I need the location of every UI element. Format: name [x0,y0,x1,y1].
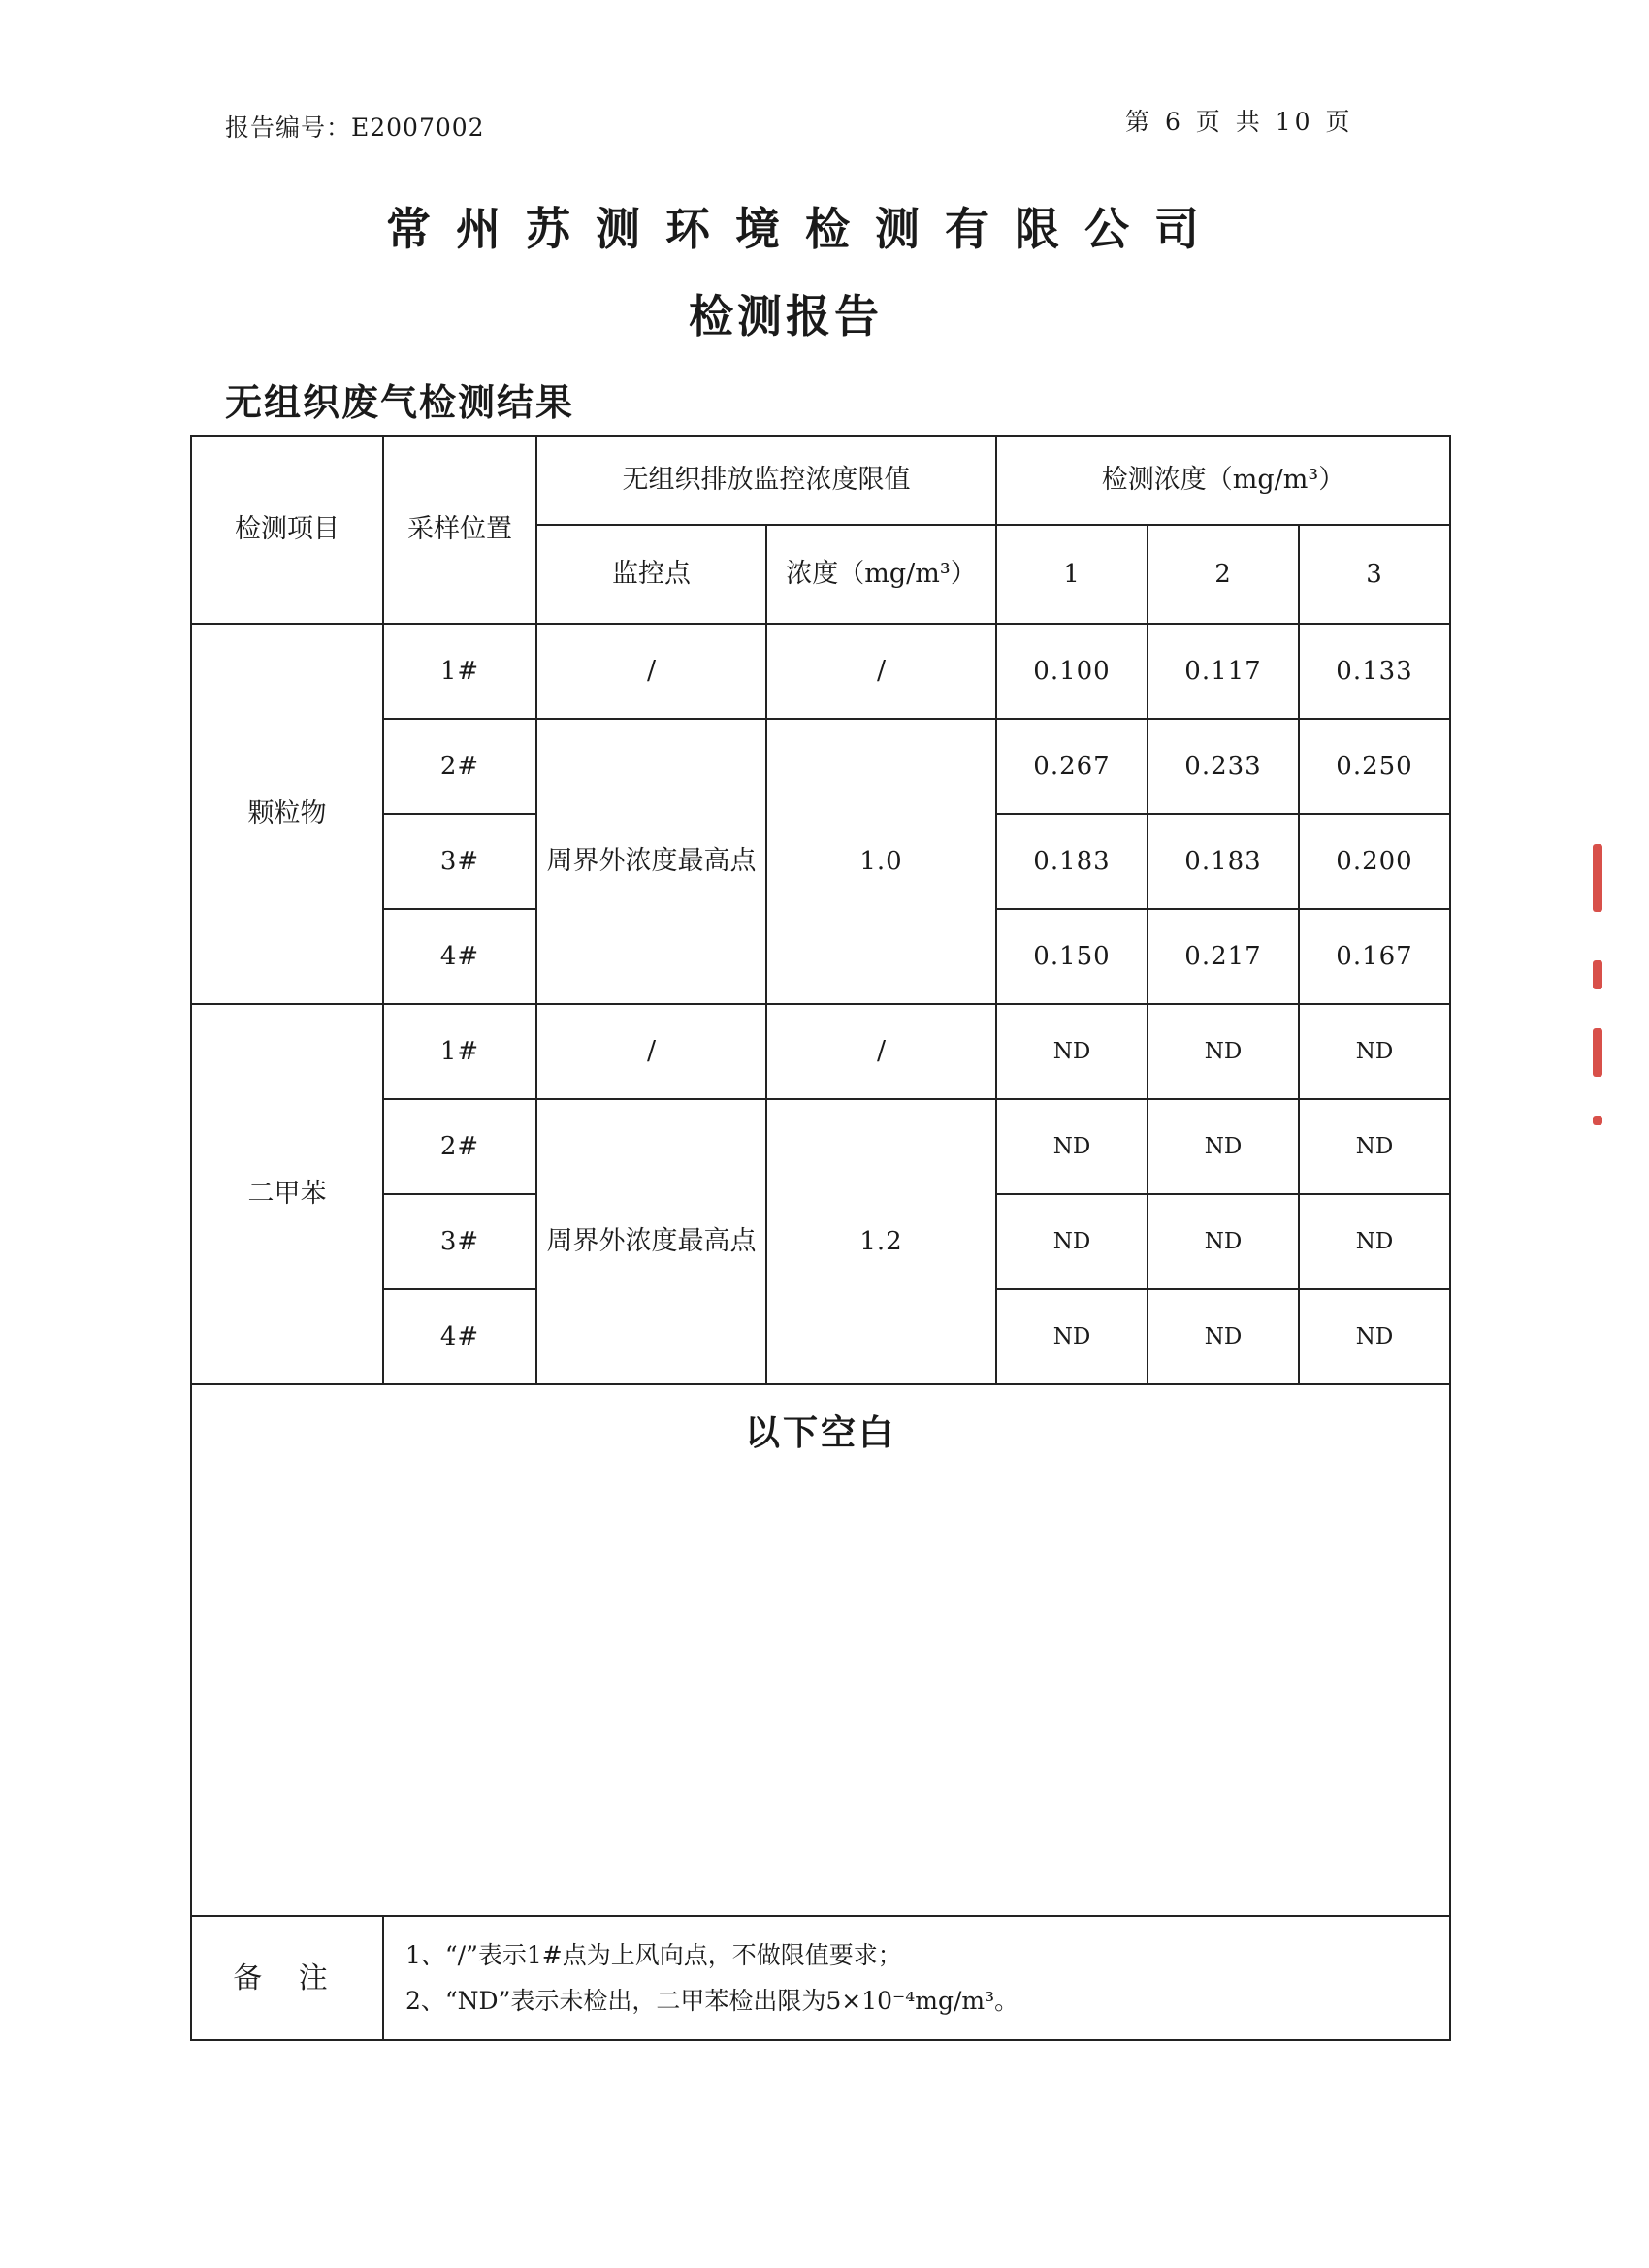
value-cell: ND [1299,1289,1450,1384]
blank-row [191,1384,1450,1916]
value-cell: ND [996,1194,1148,1289]
value-cell: 0.217 [1148,909,1299,1004]
value-cell: 0.133 [1299,624,1450,719]
value-cell: 0.117 [1148,624,1299,719]
value-cell: ND [996,1099,1148,1194]
blank-area [191,1384,1450,1916]
monitor-point-cell: / [536,1004,766,1099]
value-cell: ND [996,1289,1148,1384]
location-cell: 2# [383,1099,536,1194]
remark-line: 1、“/”表示1#点为上风向点，不做限值要求； [405,1940,902,1969]
value-cell: ND [1299,1004,1450,1099]
col-header-limit-conc: 浓度（mg/m³） [766,525,996,624]
monitor-point-cell: 周界外浓度最高点 [536,1099,766,1384]
table-row [191,624,1450,719]
remarks-content [383,1916,1450,2040]
value-cell: ND [1148,1004,1299,1099]
value-cell: 0.183 [1148,814,1299,909]
item-name: 二甲苯 [191,1004,383,1384]
value-cell: ND [1148,1194,1299,1289]
monitor-point-cell: / [536,624,766,719]
location-cell: 4# [383,1289,536,1384]
value-cell: ND [1148,1289,1299,1384]
limit-cell: / [766,1004,996,1099]
limit-cell: 1.0 [766,719,996,1004]
value-cell: ND [996,1004,1148,1099]
section-title: 无组织废气检测结果 [225,380,575,424]
remark-line: 2、“ND”表示未检出，二甲苯检出限为5×10⁻⁴mg/m³。 [405,1987,1019,2015]
blank-note: 以下空白 [744,1412,896,1453]
report-number: 报告编号：E2007002 [225,113,485,142]
value-cell: ND [1148,1099,1299,1194]
value-cell: 0.150 [996,909,1148,1004]
location-cell: 2# [383,719,536,814]
remarks-row [191,1916,1450,2040]
col-header-r2: 2 [1148,525,1299,624]
col-header-r3: 3 [1299,525,1450,624]
red-seal-fragment [1593,844,1604,1125]
value-cell: 0.100 [996,624,1148,719]
location-cell: 4# [383,909,536,1004]
location-cell: 1# [383,1004,536,1099]
company-name: 常州苏测环境检测有限公司 [386,203,1224,255]
col-header-monitor-point: 监控点 [536,525,766,624]
remarks-label: 备 注 [191,1916,383,2040]
limit-cell: 1.2 [766,1099,996,1384]
item-name: 颗粒物 [191,624,383,1004]
col-header-item: 检测项目 [191,436,383,624]
location-cell: 3# [383,814,536,909]
value-cell: ND [1299,1099,1450,1194]
page-info: 第 6 页 共 10 页 [1125,108,1354,136]
limit-cell: / [766,624,996,719]
value-cell: 0.250 [1299,719,1450,814]
value-cell: 0.200 [1299,814,1450,909]
value-cell: 0.233 [1148,719,1299,814]
results-table [190,435,1451,2041]
report-title: 检测报告 [689,290,883,342]
col-header-r1: 1 [996,525,1148,624]
header-row-1 [191,436,1450,525]
col-header-limit-group: 无组织排放监控浓度限值 [536,436,996,525]
value-cell: 0.183 [996,814,1148,909]
location-cell: 3# [383,1194,536,1289]
value-cell: 0.267 [996,719,1148,814]
value-cell: 0.167 [1299,909,1450,1004]
table-row [191,1004,1450,1099]
location-cell: 1# [383,624,536,719]
col-header-location: 采样位置 [383,436,536,624]
value-cell: ND [1299,1194,1450,1289]
monitor-point-cell: 周界外浓度最高点 [536,719,766,1004]
col-header-result-group: 检测浓度（mg/m³） [996,436,1450,525]
